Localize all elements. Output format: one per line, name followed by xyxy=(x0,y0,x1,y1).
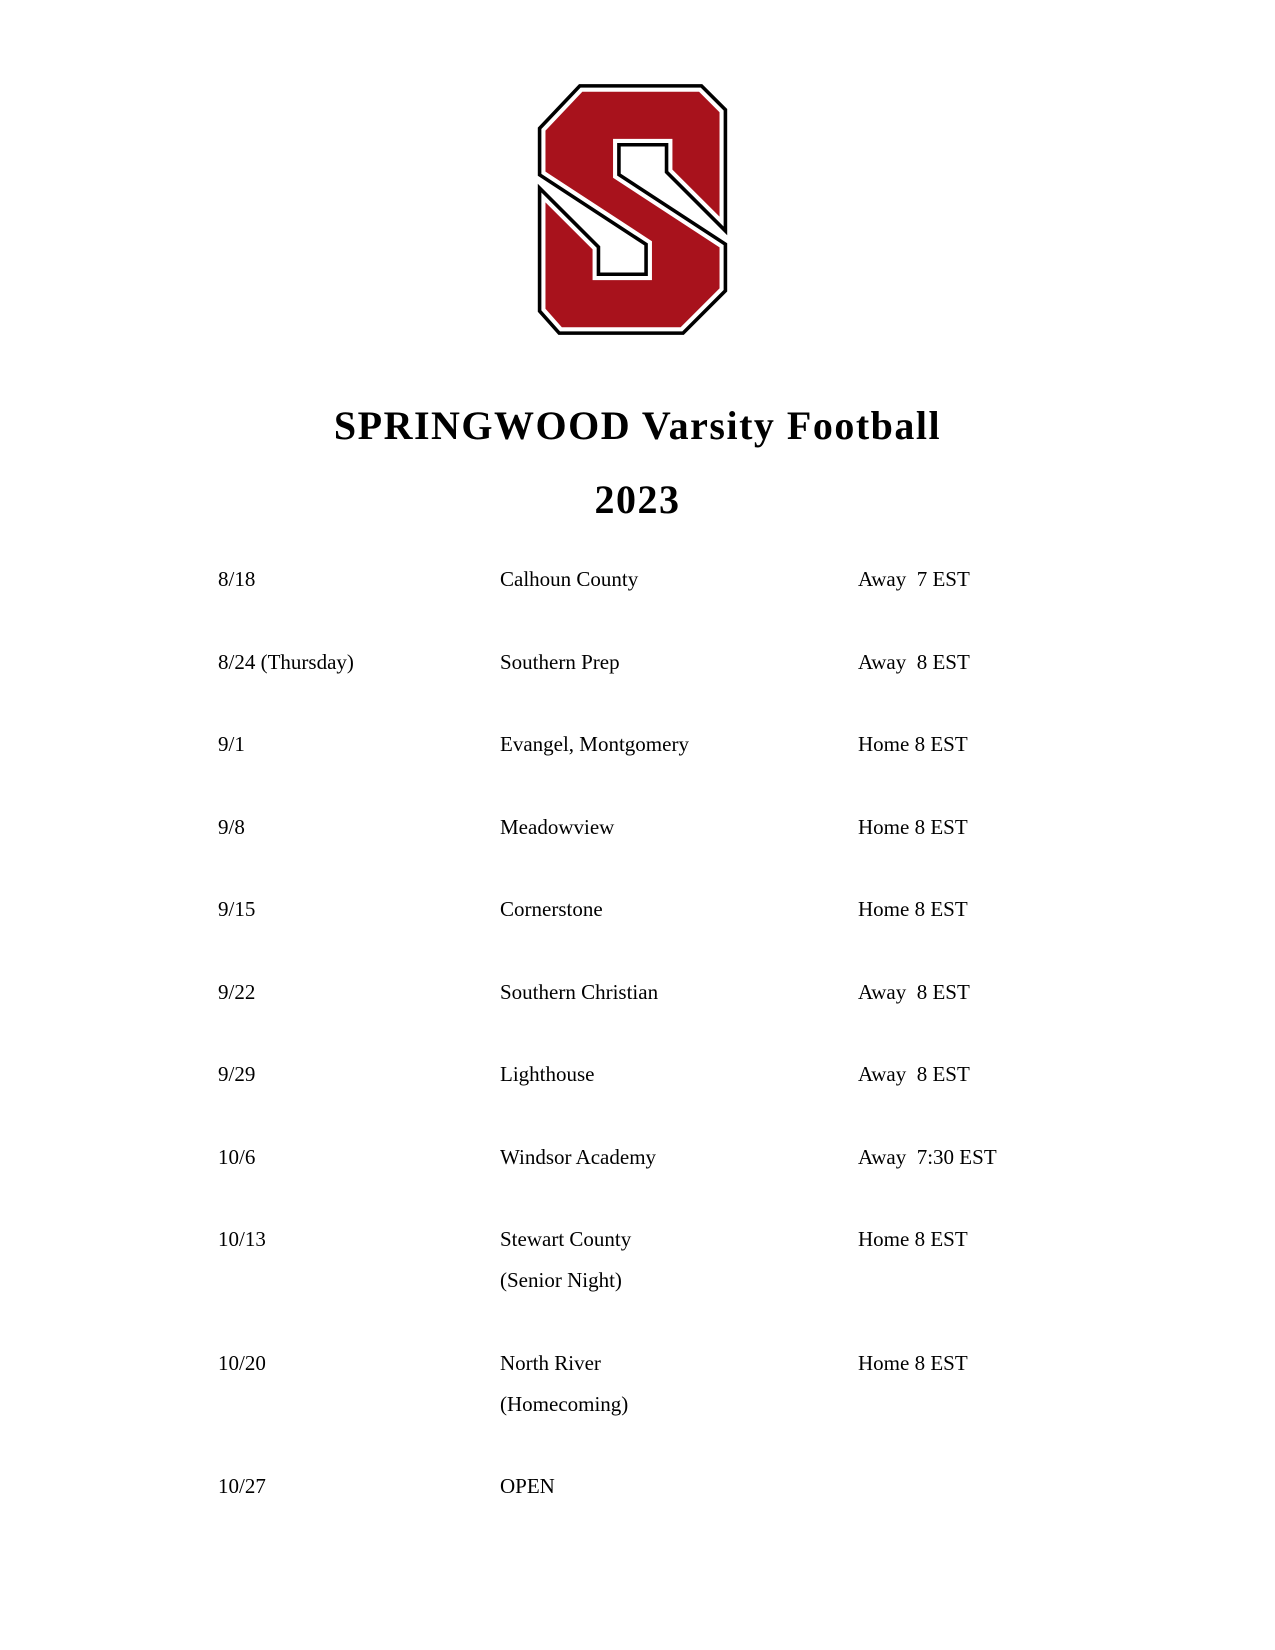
game-opponent: OPEN xyxy=(500,1474,555,1498)
game-opponent-cell xyxy=(500,1054,858,1095)
game-opponent: Calhoun County xyxy=(500,567,639,591)
block-s-icon xyxy=(525,64,740,355)
schedule-list xyxy=(0,559,1275,1507)
game-venue-time: Home 8 EST xyxy=(858,1350,968,1375)
schedule-row xyxy=(0,1343,1275,1425)
title-line-1: SPRINGWOOD Varsity Football xyxy=(333,403,942,448)
game-opponent: Evangel, Montgomery xyxy=(500,732,689,756)
game-venue-time: Home 8 EST xyxy=(858,1227,968,1251)
game-opponent-cell xyxy=(500,724,858,765)
schedule-row xyxy=(0,1219,1275,1301)
game-venue-time: Away 8 EST xyxy=(858,649,970,674)
game-opponent: Lighthouse xyxy=(500,1062,595,1086)
game-date: 9/22 xyxy=(218,979,256,1004)
game-opponent: Southern Christian xyxy=(500,979,659,1004)
game-opponent-cell xyxy=(500,889,858,930)
title-line-2: 2023 xyxy=(594,477,681,522)
schedule-row xyxy=(0,642,1275,683)
game-note: (Senior Night) xyxy=(500,1268,622,1292)
game-date: 9/15 xyxy=(218,897,256,921)
page-title xyxy=(0,389,1275,537)
game-date: 10/13 xyxy=(218,1227,266,1251)
game-venue-time: Home 8 EST xyxy=(858,897,968,921)
schedule-row xyxy=(0,559,1275,600)
schedule-row xyxy=(0,724,1275,765)
game-opponent: Southern Prep xyxy=(500,649,620,674)
game-opponent-cell xyxy=(500,972,858,1013)
game-opponent-cell xyxy=(500,642,858,683)
game-venue-time: Away 7 EST xyxy=(858,567,970,591)
game-note: (Homecoming) xyxy=(500,1391,629,1416)
schedule-row xyxy=(0,807,1275,848)
schedule-row xyxy=(0,1137,1275,1178)
game-opponent: Windsor Academy xyxy=(500,1144,657,1169)
schedule-row xyxy=(0,1466,1275,1507)
game-opponent: Cornerstone xyxy=(500,897,603,921)
game-date: 9/1 xyxy=(218,732,245,756)
game-opponent: Stewart County xyxy=(500,1227,632,1251)
game-date: 9/29 xyxy=(218,1062,256,1086)
game-date: 8/24 (Thursday) xyxy=(218,649,354,674)
game-opponent-cell xyxy=(500,1137,858,1178)
game-date: 8/18 xyxy=(218,567,256,591)
game-venue-time: Away 7:30 EST xyxy=(858,1144,997,1169)
schedule-row xyxy=(0,972,1275,1013)
block-s-letter xyxy=(545,92,719,327)
game-opponent-cell xyxy=(500,807,858,848)
school-logo xyxy=(0,0,1275,355)
game-opponent-cell xyxy=(500,1219,858,1301)
schedule-row xyxy=(0,1054,1275,1095)
game-venue-time: Away 8 EST xyxy=(858,1062,970,1086)
game-venue-time: Home 8 EST xyxy=(858,814,968,839)
game-opponent-cell xyxy=(500,559,858,600)
game-opponent: North River xyxy=(500,1350,601,1375)
game-venue-time: Away 8 EST xyxy=(858,979,970,1004)
game-opponent-cell xyxy=(500,1466,858,1507)
game-venue-time: Home 8 EST xyxy=(858,732,968,756)
game-opponent: Meadowview xyxy=(500,814,615,839)
game-date: 10/20 xyxy=(218,1350,266,1375)
game-venue-time xyxy=(858,1466,1275,1507)
game-opponent-cell xyxy=(500,1343,858,1425)
game-date: 9/8 xyxy=(218,814,245,839)
game-date: 10/27 xyxy=(218,1474,266,1498)
schedule-row xyxy=(0,889,1275,930)
game-date: 10/6 xyxy=(218,1144,256,1169)
